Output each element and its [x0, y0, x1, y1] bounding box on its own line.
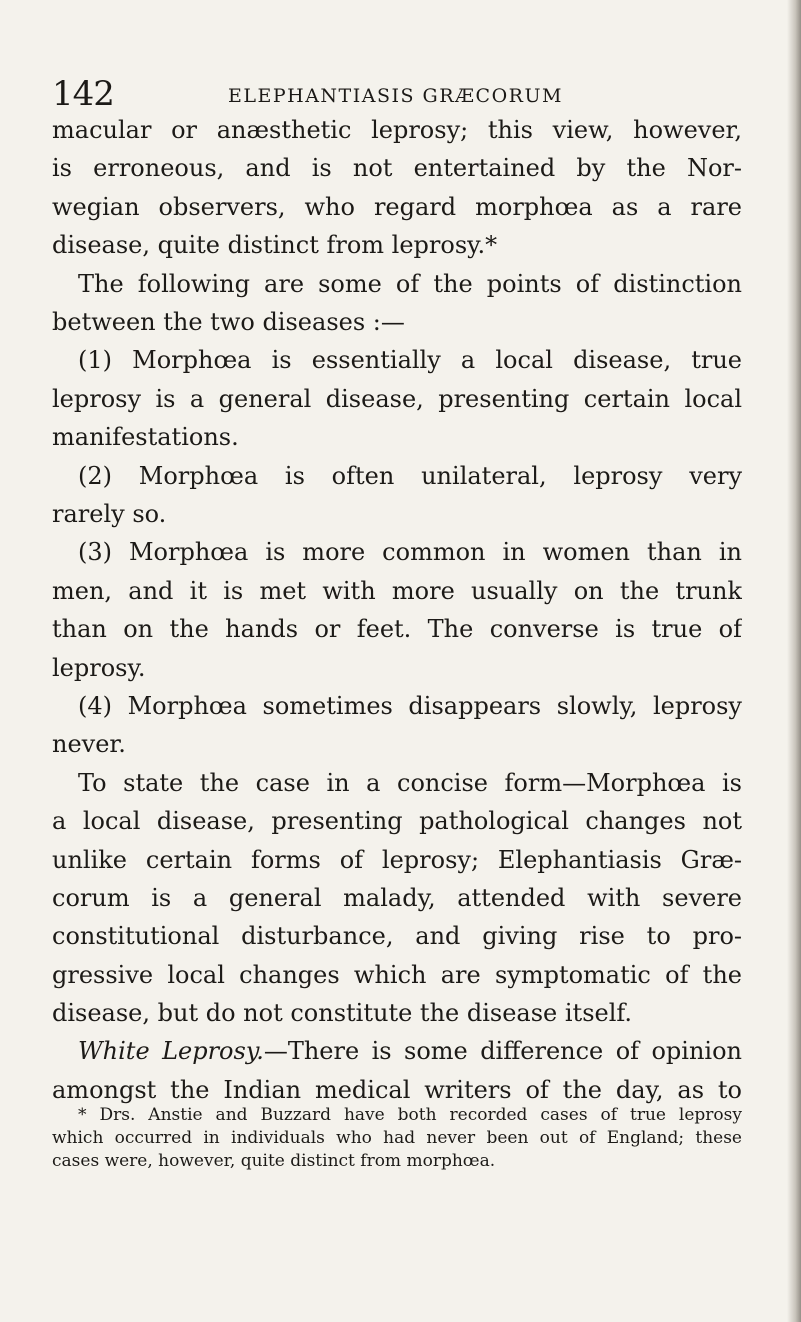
body-line: [52, 610, 742, 648]
body-line-text: corum is a general malady, attended with severe: [52, 883, 742, 912]
footnote-line-text: which occurred in individuals who had never been out of England; these: [52, 1128, 742, 1148]
body-line-text: rarely so.: [52, 499, 167, 528]
body-line-text: gressive local changes which are symptomatic of the: [52, 960, 742, 989]
body-line-text: is erroneous, and is not entertained by the Nor-: [52, 154, 742, 183]
body-line-text: leprosy.: [52, 653, 146, 682]
body-line: [52, 457, 742, 495]
body-line: [52, 879, 742, 917]
body-line: [52, 841, 742, 879]
body-line-text: between the two diseases :—: [52, 307, 405, 336]
body-line: [52, 802, 742, 840]
footnote-line: [52, 1127, 742, 1150]
body-line-text: unlike certain forms of leprosy; Elephantiasis Græ-: [52, 845, 742, 874]
footnote-line-text: * Drs. Anstie and Buzzard have both recorded cases of true leprosy: [78, 1105, 742, 1125]
body-line: [52, 572, 742, 610]
body-line: [52, 265, 742, 303]
body-line-text: than on the hands or feet. The converse is true of: [52, 615, 742, 644]
body-line: [52, 956, 742, 994]
page-number: 142: [52, 74, 114, 114]
body-line-text: men, and it is met with more usually on the trunk: [52, 576, 742, 605]
page-edge-shadow: [787, 0, 801, 1322]
body-line: [52, 418, 742, 456]
body-line: [52, 495, 742, 533]
body-line: [52, 533, 742, 571]
body-line: [52, 111, 742, 149]
page-header: [52, 74, 742, 114]
body-line: [52, 994, 742, 1032]
footnote: [52, 1104, 742, 1173]
body-line-text: macular or anæsthetic leprosy; this view, however,: [52, 116, 742, 144]
body-line-text: (1) Morphœa is essentially a local disease, true: [78, 346, 742, 375]
footnote-line-text: cases were, however, quite distinct from morphœa.: [52, 1151, 496, 1171]
body-line: [52, 725, 742, 763]
footnote-line: [52, 1150, 742, 1173]
body-line-text: disease, quite distinct from leprosy.*: [52, 231, 498, 260]
body-line: [52, 917, 742, 955]
body-line-text: (4) Morphœa sometimes disappears slowly, leprosy: [78, 691, 742, 720]
body-line: [52, 380, 742, 418]
running-head: ELEPHANTIASIS GRÆCORUM: [228, 85, 563, 107]
body-line: [52, 303, 742, 341]
body-line: [52, 1032, 742, 1070]
body-line-text: leprosy is a general disease, presenting certain local: [52, 384, 742, 413]
body-line: [52, 188, 742, 226]
body-line-text: constitutional disturbance, and giving rise to pro-: [52, 922, 742, 951]
body-line-text: To state the case in a concise form—Morphœa is: [78, 768, 742, 797]
body-line-text: a local disease, presenting pathological changes not: [52, 807, 742, 836]
body-line: [52, 226, 742, 264]
body-line-text: wegian observers, who regard morphœa as a rare: [52, 192, 742, 221]
body-line: [52, 649, 742, 687]
body-line-text: manifestations.: [52, 423, 239, 452]
body-line-text: The following are some of the points of distinction: [78, 269, 742, 298]
body-line-text: (2) Morphœa is often unilateral, leprosy very: [78, 461, 742, 490]
body-line-text: (3) Morphœa is more common in women than in: [78, 538, 742, 567]
body-line: [52, 764, 742, 802]
body-line-text: disease, but do not constitute the disease itself.: [52, 999, 633, 1028]
footnote-line: [52, 1104, 742, 1127]
body-line-text: amongst the Indian medical writers of the day, as to: [52, 1075, 742, 1104]
italic-run-in-heading: White Leprosy.: [78, 1037, 264, 1066]
body-line-text: —There is some difference of opinion: [263, 1037, 742, 1066]
body-line: [52, 687, 742, 725]
body-text: [52, 111, 742, 1109]
body-line: [52, 149, 742, 187]
body-line: [52, 341, 742, 379]
body-line-text: never.: [52, 730, 126, 759]
